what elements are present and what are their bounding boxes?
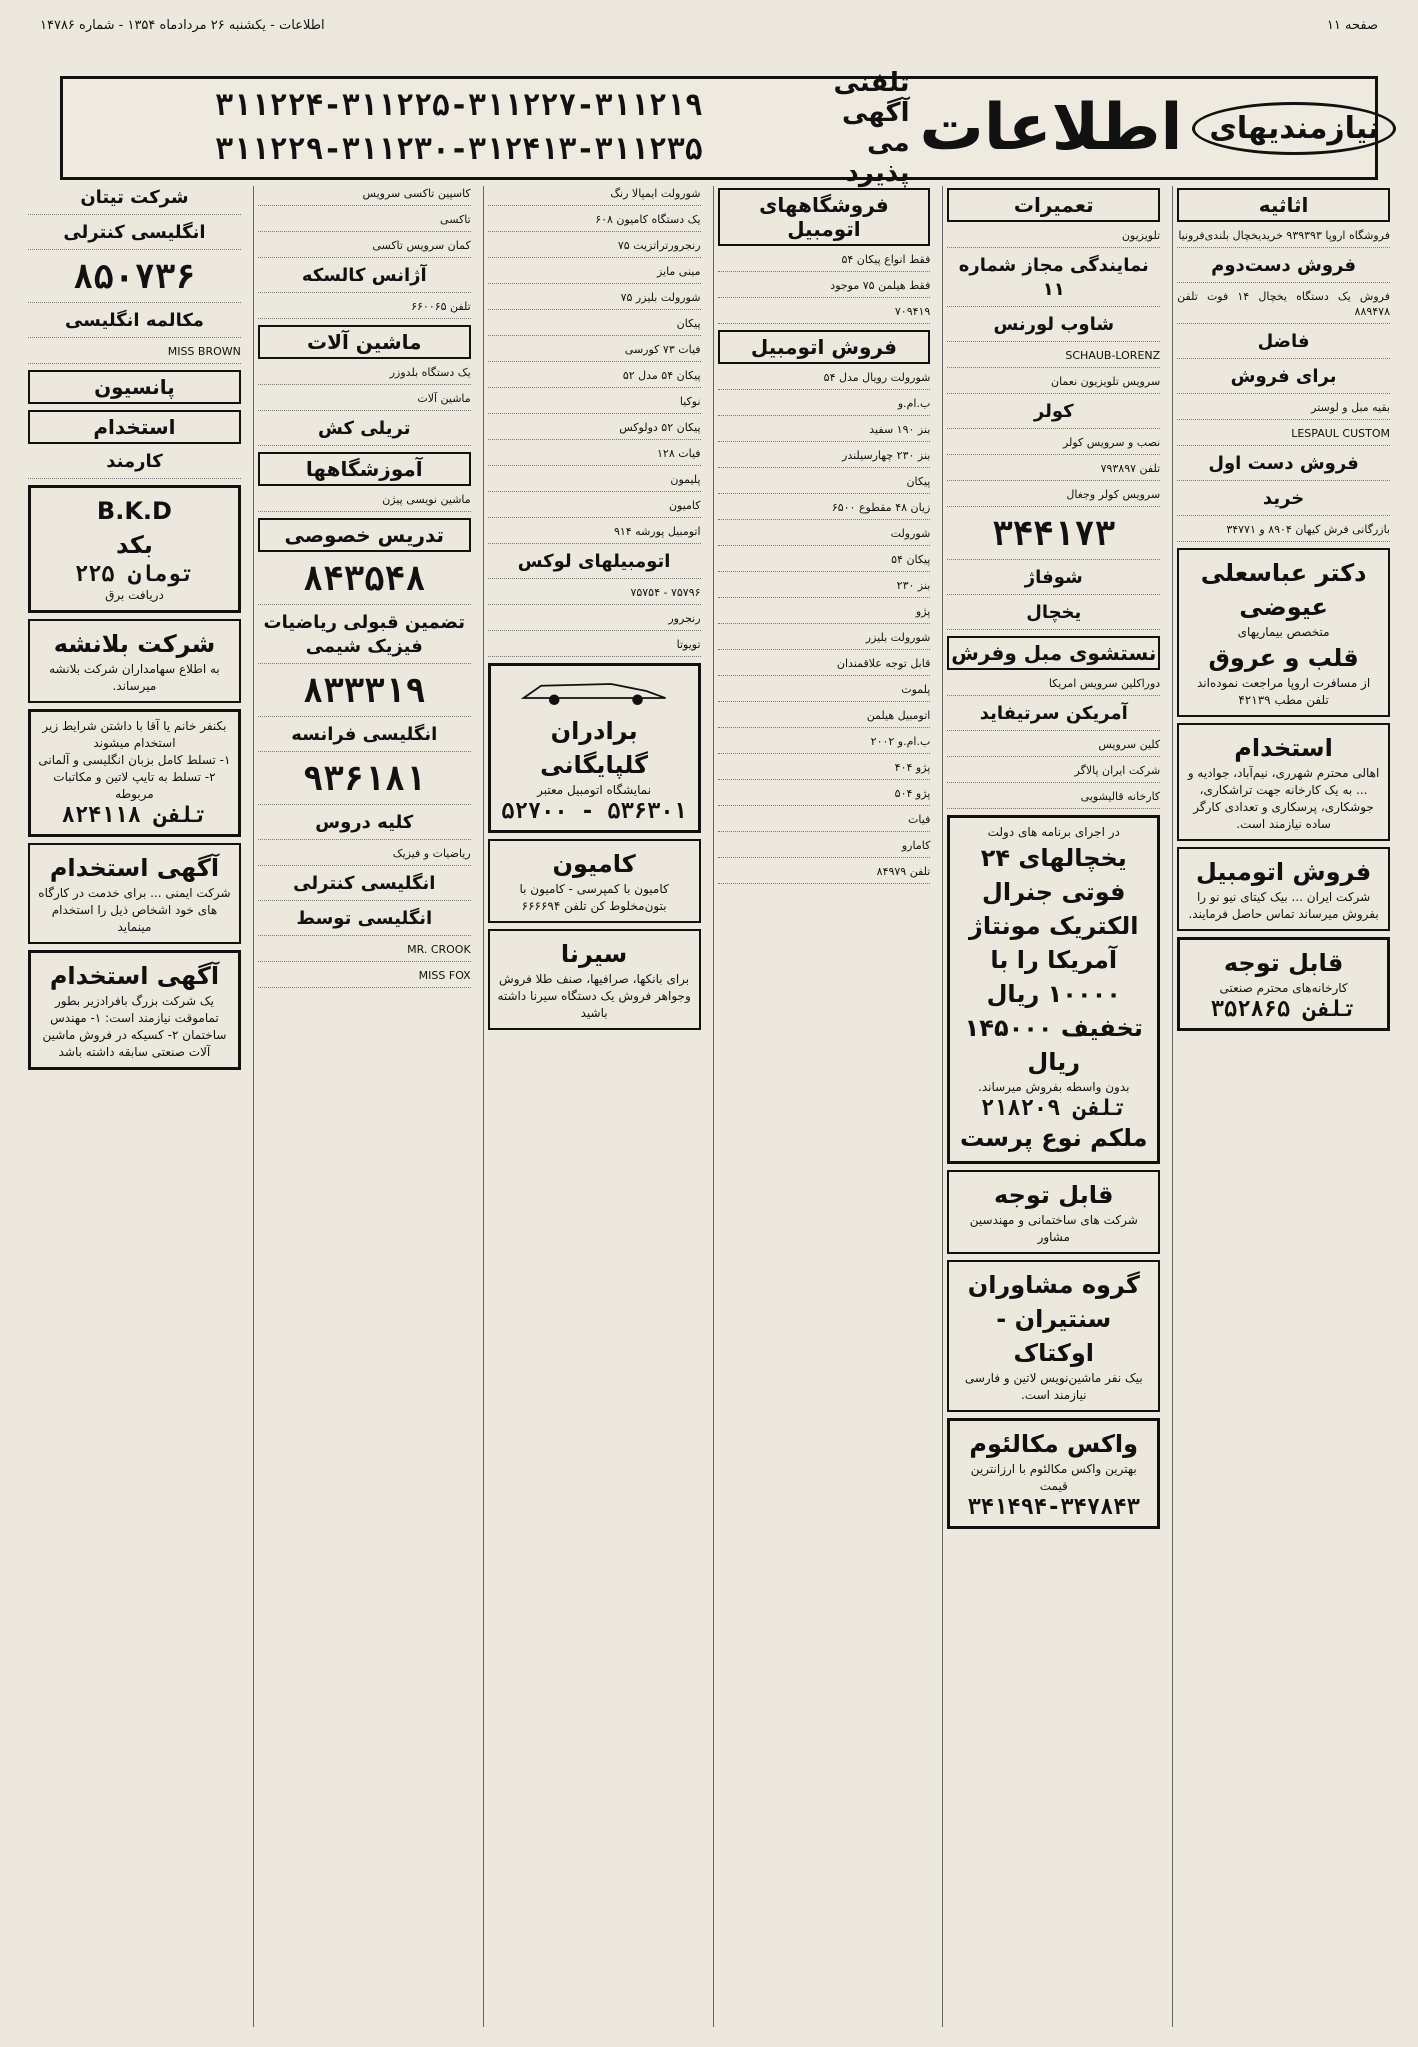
ad-8: تریلی کش — [258, 417, 471, 446]
ad-14: شورولت بلیزر — [718, 630, 931, 650]
attention-title: قابل توجه — [1223, 949, 1344, 977]
golpayegani-body: نمایشگاه اتومبیل معتبر — [537, 783, 652, 797]
car-sale-ad — [1177, 847, 1390, 931]
hiring-notice-body: شرکت ایمنی ... برای خدمت در کارگاه های خود اشخاص ذیل را استخدام مینماید — [38, 886, 231, 934]
ad-13: کامیون — [488, 498, 701, 518]
ad-4: فاضل — [1177, 330, 1390, 359]
ad-11: پیکان ۵۴ — [718, 552, 931, 572]
gov-body: یخچالهای ۲۴ فوتی جنرال الکتریک مونتاژ آمریکا را با ۱۰۰۰۰ ریال تخفیف ۱۴۵۰۰۰ ریال — [964, 844, 1143, 1076]
ad-2: فروش دست‌دوم — [1177, 254, 1390, 283]
ad-4: شورولت رویال مدل ۵۴ — [718, 370, 931, 390]
ad-2: فقط هیلمن ۷۵ موجود — [718, 278, 931, 298]
ad-15: کلین سرویس — [947, 737, 1160, 757]
car-logo-icon — [506, 672, 681, 710]
hiring-notice-ad — [28, 843, 241, 944]
ad-21: فیات — [718, 812, 931, 832]
column-3 — [713, 186, 935, 2027]
ad-2: تاکسی — [258, 212, 471, 232]
truck-body: کامیون با کمپرسی - کامیون با بتون‌مخلوط کن تلفن ۶۶۶۶۹۴ — [519, 882, 669, 913]
bkd-price: ۲۲۵ تومان — [74, 562, 195, 587]
column-2 — [942, 186, 1164, 2027]
column-5 — [253, 186, 475, 2027]
big-hiring-title: آگهی استخدام — [49, 962, 220, 990]
ad-17: انگلیسی کنترلی — [258, 872, 471, 901]
ad-20: MISS FOX — [258, 968, 471, 988]
column-4 — [483, 186, 705, 2027]
ad-6: بقیه مبل و لوستر — [1177, 400, 1390, 420]
section-furniture: اثاثیه — [1177, 188, 1390, 222]
ad-12: بنز ۲۳۰ — [718, 578, 931, 598]
ad-19: پژو ۴۰۴ — [718, 760, 931, 780]
ad-5: تلفن ۶۶۰۰۶۵ — [258, 299, 471, 319]
sirena-ad — [488, 929, 701, 1030]
golpayegani-title: برادران گلپایگانی — [540, 717, 649, 779]
ad-3: فروش یک دستگاه یخچال ۱۴ فوت تلفن ۸۸۹۴۷۸ — [1177, 289, 1390, 324]
ad-3: رنجرورتراتزیت ۷۵ — [488, 238, 701, 258]
ad-3: ۸۵۰۷۳۶ — [28, 256, 241, 303]
car-sale-body: شرکت ایران ... بیک کیتای نیو نو را بفروش میرساند تماس حاصل فرمایند. — [1188, 890, 1379, 921]
ad-16: ریاضیات و فیزیک — [258, 846, 471, 866]
attention-phone: تلفن ۳۵۲۸۶۵ — [1210, 997, 1357, 1022]
ad-13: انگلیسی فرانسه — [258, 723, 471, 752]
ad-16: ۷۵۷۹۶ - ۷۵۷۵۴ — [488, 585, 701, 605]
ad-9: خرید — [1177, 487, 1390, 516]
issue-info: اطلاعات - یکشنبه ۲۶ مردادماه ۱۳۵۴ - شماره ۱۴۷۸۶ — [40, 18, 325, 33]
recruit-body: ۱- تسلط کامل بزبان انگلیسی و آلمانی ۲- تسلط به تایپ لاتین و مکاتبات مربوطه — [38, 753, 231, 801]
gov-phone: تلفن ۲۱۸۲۰۹ — [980, 1096, 1127, 1121]
gov-firm: ملکم نوع پرست — [959, 1124, 1148, 1152]
hire-ad — [1177, 723, 1390, 841]
hire-title: استخدام — [1234, 734, 1333, 762]
shareholders-body: به اطلاع سهامداران شرکت بلانشه میرساند. — [49, 662, 220, 693]
hire-body: اهالی محترم شهرری، نیم‌آباد، جوادیه و ... به یک کارخانه جهت تراشکاری، جوشکاری، پرسکاری و تعدادی کارگر ساده نیازمند است. — [1187, 766, 1380, 831]
golpayegani-ad — [488, 663, 701, 833]
car-sale-title: فروش اتومبیل — [1195, 858, 1372, 886]
ad-8: فروش دست اول — [1177, 452, 1390, 481]
consultants-body: بیک نفر ماشین‌نویس لاتین و فارسی نیازمند است. — [964, 1371, 1143, 1402]
banner-needs: نیازمندیهای — [1192, 102, 1396, 155]
ad-10: ۳۴۴۱۷۳ — [947, 513, 1160, 560]
ad-8: پیکان ۵۴ مدل ۵۲ — [488, 368, 701, 388]
wax-phone: ۳۴۱۴۹۴-۳۴۷۸۴۳ — [967, 1495, 1140, 1520]
wax-ad — [947, 1418, 1160, 1529]
ad-19: MR. CROOK — [258, 942, 471, 962]
ad-5: شورولت بلیزر ۷۵ — [488, 290, 701, 310]
ad-6: کارمند — [28, 450, 241, 479]
truck-title: کامیون — [552, 850, 636, 878]
doctor-ad — [1177, 548, 1390, 717]
ad-13: دوراکلین سرویس امریکا — [947, 676, 1160, 696]
ad-5: برای فروش — [1177, 365, 1390, 394]
ad-9: سرویس کولر وجغال — [947, 487, 1160, 507]
bkd-title: B.K.D — [96, 497, 172, 525]
ad-5: سرویس تلویزیون نعمان — [947, 374, 1160, 394]
gov-title: در اجرای برنامه های دولت — [987, 825, 1120, 839]
section-tutoring: تدریس خصوصی — [258, 518, 471, 552]
ad-13: پژو — [718, 604, 931, 624]
ad-4: مینی مایز — [488, 264, 701, 284]
ad-16: شرکت ایران پالاگر — [947, 763, 1160, 783]
attention-body: کارخانه‌های محترم صنعتی — [1219, 981, 1348, 995]
bkd-ad — [28, 485, 241, 613]
ad-18: انگلیسی توسط — [258, 907, 471, 936]
consultants-ad — [947, 1260, 1160, 1412]
ad-12: پلیمون — [488, 472, 701, 492]
section-repairs: تعمیرات — [947, 188, 1160, 222]
ad-6: یک دستگاه بلدوزر — [258, 365, 471, 385]
government-program-ad — [947, 815, 1160, 1164]
banner-brand: اطلاعات — [919, 91, 1183, 165]
notice-title: قابل توجه — [994, 1181, 1114, 1209]
ad-6: بنز ۱۹۰ سفید — [718, 422, 931, 442]
section-carpet-cleaning: نستشوی مبل وفرش — [947, 636, 1160, 670]
ad-14: ۹۳۶۱۸۱ — [258, 758, 471, 805]
section-pension: پانسیون — [28, 370, 241, 404]
gov-note: بدون واسطه بفروش میرساند. — [978, 1080, 1130, 1094]
banner-tagline: تلفنی آگهی می پذیرد — [833, 68, 910, 188]
shareholders-title: شرکت بلانشه — [53, 630, 216, 658]
section-car-sale: فروش اتومبیل — [718, 330, 931, 364]
doctor-specialty: متخصص بیماریهای — [1237, 625, 1330, 639]
ad-15: کلیه دروس — [258, 811, 471, 840]
ad-7: فیات ۷۳ کورسی — [488, 342, 701, 362]
phones-row-2: ۳۱۱۲۲۹-۳۱۱۲۳۰-۳۱۲۴۱۳-۳۱۱۲۳۵ — [215, 132, 703, 167]
truck-ad — [488, 839, 701, 923]
ad-18: ب.ام.و ۲۰۰۲ — [718, 734, 931, 754]
wax-title: واکس مکالئوم — [969, 1430, 1139, 1458]
ads-columns — [24, 186, 1394, 2027]
ad-1: فروشگاه اروپا ۹۳۹۳۹۳ خریدیخچال بلندی‌فرونیا — [1177, 228, 1390, 248]
consultants-title: گروه مشاوران سنتیران - اوکتاک — [967, 1271, 1140, 1367]
section-machinery: ماشین آلات — [258, 325, 471, 359]
ad-14: آمریکن سرتیفاید — [947, 702, 1160, 731]
ad-15: اتومبیلهای لوکس — [488, 550, 701, 579]
ad-4: مکالمه انگلیسی — [28, 309, 241, 338]
ad-3: ۷۰۹۴۱۹ — [718, 304, 931, 324]
golpayegani-phone: ۵۲۷۰۰ - ۵۳۶۳۰۱ — [501, 799, 687, 824]
ad-7: ماشین آلات — [258, 391, 471, 411]
recruit-title: بکنفر خانم یا آقا با داشتن شرایط زیر استخدام میشوند — [42, 719, 227, 750]
bkd-note: دریافت برق — [105, 588, 164, 602]
ad-7: بنز ۲۳۰ چهارسیلندر — [718, 448, 931, 468]
ad-18: تویوتا — [488, 637, 701, 657]
ad-23: تلفن ۸۴۹۷۹ — [718, 864, 931, 884]
ad-4: SCHAUB-LORENZ — [947, 348, 1160, 368]
ad-5: MISS BROWN — [28, 344, 241, 364]
wax-body: بهترین واکس مکالئوم با ارزانترین قیمت — [970, 1462, 1137, 1493]
ad-6: کولر — [947, 400, 1160, 429]
ad-1: فقط انواع پیکان ۵۴ — [718, 252, 931, 272]
ad-2: یک دستگاه کامیون ۶۰۸ — [488, 212, 701, 232]
ad-1: شرکت تیتان — [28, 186, 241, 215]
ad-8: پیکان — [718, 474, 931, 494]
column-1 — [1172, 186, 1394, 2027]
section-schools: آموزشگاهها — [258, 452, 471, 486]
big-hiring-body: یک شرکت بزرگ بافرادزیر بطور تماموقت نیازمند است: ۱- مهندس ساختمان ۲- کسیکه در فروش ماشین آلات صنعتی سابقه داشته باشد — [42, 994, 227, 1059]
section-car-dealers: فروشگاههای اتومبیل — [718, 188, 931, 246]
sirena-title: سیرنا — [560, 940, 628, 968]
ad-14: اتومبیل پورشه ۹۱۴ — [488, 524, 701, 544]
doctor-phone: تلفن مطب ۴۲۱۳۹ — [1238, 693, 1329, 707]
ad-3: کمان سرویس تاکسی — [258, 238, 471, 258]
ad-3: شاوب لورنس — [947, 313, 1160, 342]
ad-2: نمایندگی مجاز شماره ۱۱ — [947, 254, 1160, 307]
doctor-name: دکتر عباسعلی عیوضی — [1200, 559, 1367, 621]
ad-9: نوکیا — [488, 394, 701, 414]
ad-7: نصب و سرویس کولر — [947, 435, 1160, 455]
bkd-sub: بکد — [116, 531, 153, 559]
column-6 — [24, 186, 245, 2027]
ad-9: زیان ۴۸ مقطوع ۶۵۰۰ — [718, 500, 931, 520]
recruit-phone: تلفن ۸۲۴۱۱۸ — [61, 803, 208, 828]
ad-5: ب.ام.و — [718, 396, 931, 416]
ad-1: تلویزیون — [947, 228, 1160, 248]
page-number: صفحه ۱۱ — [1326, 18, 1378, 33]
ad-8: تلفن ۷۹۳۸۹۷ — [947, 461, 1160, 481]
page-header — [40, 18, 1378, 40]
ad-11: فیات ۱۲۸ — [488, 446, 701, 466]
ad-17: رنجرور — [488, 611, 701, 631]
ad-10: بازرگانی فرش کیهان ۸۹۰۴ و ۳۴۷۷۱ — [1177, 522, 1390, 542]
attention-ad — [1177, 937, 1390, 1031]
shareholders-ad — [28, 619, 241, 703]
recruit-ad — [28, 709, 241, 837]
ad-1: کاسپین تاکسی سرویس — [258, 186, 471, 206]
banner-phones — [63, 84, 855, 172]
notice-body: شرکت های ساختمانی و مهندسین مشاور — [969, 1213, 1138, 1244]
notice-ad — [947, 1170, 1160, 1254]
doctor-sub: قلب و عروق — [1208, 644, 1359, 672]
ad-10: پیکان ۵۲ دولوکس — [488, 420, 701, 440]
ad-22: کامارو — [718, 838, 931, 858]
ad-6: پیکان — [488, 316, 701, 336]
phones-row-1: ۳۱۱۲۲۴-۳۱۱۲۲۵-۳۱۱۲۲۷-۳۱۱۲۱۹ — [215, 88, 703, 123]
ad-11: تضمین قبولی ریاضیات فیزیک شیمی — [258, 611, 471, 664]
ad-17: اتومبیل هیلمن — [718, 708, 931, 728]
ad-1: شورولت ایمپالا رنگ — [488, 186, 701, 206]
ad-9: ماشین نویسی پیژن — [258, 492, 471, 512]
ad-12: ۸۳۳۳۱۹ — [258, 670, 471, 717]
ad-17: کارخانه قالیشویی — [947, 789, 1160, 809]
hiring-notice-title: آگهی استخدام — [49, 854, 220, 882]
ad-20: پژو ۵۰۴ — [718, 786, 931, 806]
sirena-body: برای بانکها، صرافیها، صنف طلا فروش وجواهر فروش یک دستگاه سیرنا داشته باشید — [497, 972, 691, 1020]
banner-title — [833, 68, 1380, 188]
ad-12: یخچال — [947, 601, 1160, 630]
big-hiring-ad — [28, 950, 241, 1070]
ad-16: پلموت — [718, 682, 931, 702]
ad-4: آژانس کالسکه — [258, 264, 471, 293]
section-employment: استخدام — [28, 410, 241, 444]
doctor-note: از مسافرت اروپا مراجعت نموده‌اند — [1196, 676, 1371, 690]
classified-banner — [60, 68, 1380, 188]
ad-11: شوفاژ — [947, 566, 1160, 595]
ad-10: ۸۴۳۵۴۸ — [258, 558, 471, 605]
ad-7: LESPAUL CUSTOM — [1177, 426, 1390, 446]
ad-10: شورولت — [718, 526, 931, 546]
ad-15: قابل توجه علاقمندان — [718, 656, 931, 676]
ad-2: انگلیسی کنترلی — [28, 221, 241, 250]
